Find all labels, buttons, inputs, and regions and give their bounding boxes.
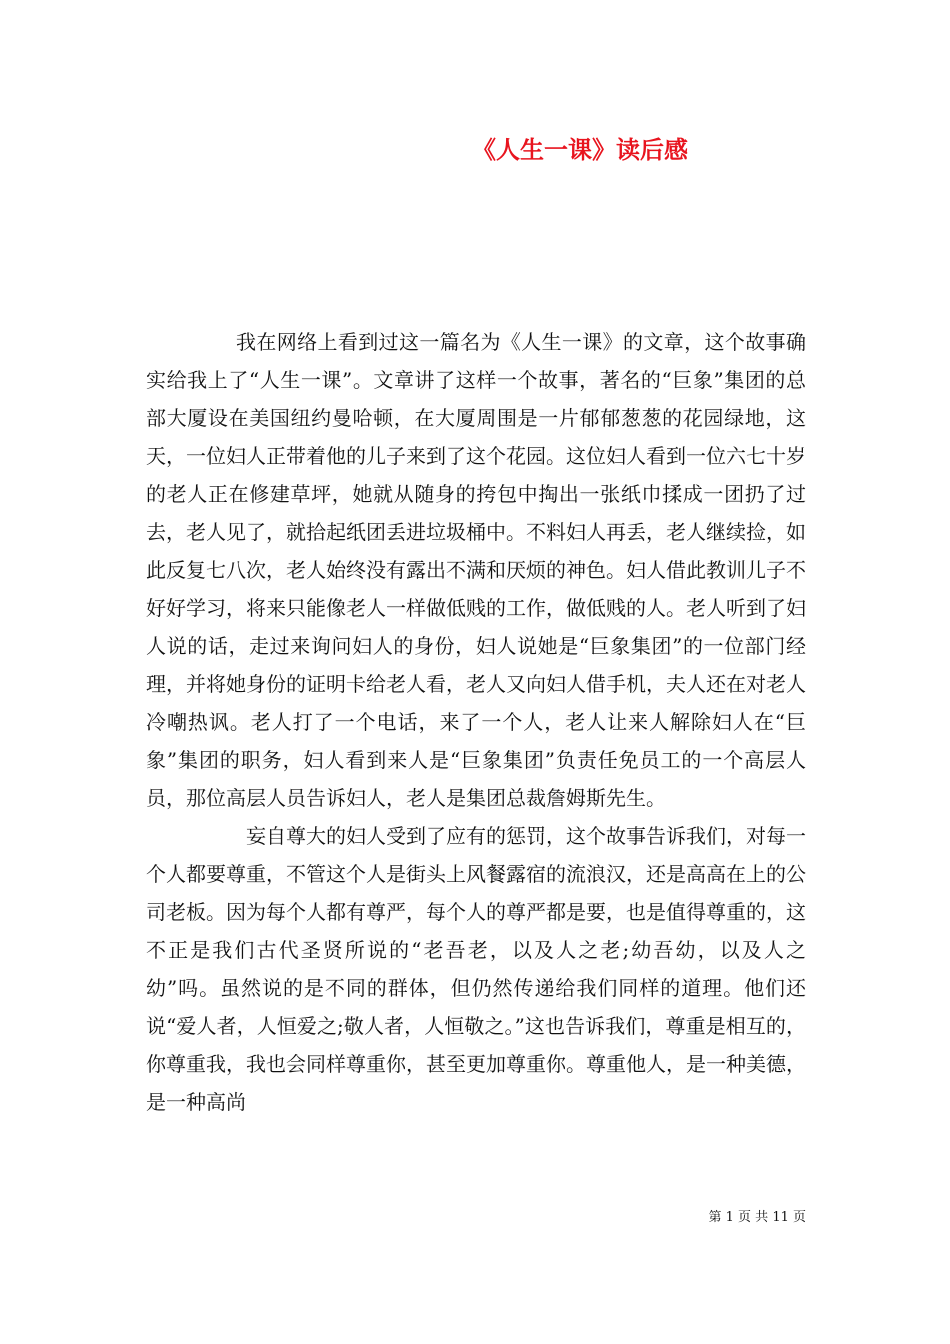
page-number-footer: 第 1 页 共 11 页 <box>708 1210 806 1225</box>
paragraph-1: 我在网络上看到过这一篇名为《人生一课》的文章，这个故事确实给我上了“人生一课”。文章讲了这样一个故事，著名的“巨象”集团的总部大厦设在美国纽约曼哈顿，在大厦周围是一片郁郁葱葱的花园绿地，这天，一位妇人正带着他的儿子来到了这个花园。这位妇人看到一位六七十岁的老人正在修建草坪，她就从随身的挎包中掏出一张纸巾揉成一团扔了过去，老人见了，就拾起纸团丢进垃圾桶中。不料妇人再丢，老人继续捡，如此反复七八次，老人始终没有露出不满和厌烦的神色。妇人借此教训儿子不好好学习，将来只能像老人一样做低贱的工作，做低贱的人。老人听到了妇人说的话，走过来询问妇人的身份，妇人说她是“巨象集团”的一位部门经理，并将她身份的证明卡给老人看，老人又向妇人借手机，夫人还在对老人冷嘲热讽。老人打了一个电话，来了一个人，老人让来人解除妇人在“巨象”集团的职务，妇人看到来人是“巨象集团”负责任免员工的一个高层人员，那位高层人员告诉妇人，老人是集团总裁詹姆斯先生。 <box>146 330 806 810</box>
document-title: 《人生一课》读后感 <box>472 135 688 164</box>
paragraph-2: 妄自尊大的妇人受到了应有的惩罚，这个故事告诉我们，对每一个人都要尊重，不管这个人是街头上风餐露宿的流浪汉，还是高高在上的公司老板。因为每个人都有尊严，每个人的尊严都是要，也是值得尊重的，这不正是我们古代圣贤所说的“老吾老，以及人之老;幼吾幼，以及人之幼”吗。虽然说的是不同的群体，但仍然传递给我们同样的道理。他们还说“爱人者，人恒爱之;敬人者，人恒敬之。”这也告诉我们，尊重是相互的，你尊重我，我也会同样尊重你，甚至更加尊重你。尊重他人，是一种美德，是一种高尚 <box>146 824 806 1114</box>
document-body <box>146 323 806 1121</box>
